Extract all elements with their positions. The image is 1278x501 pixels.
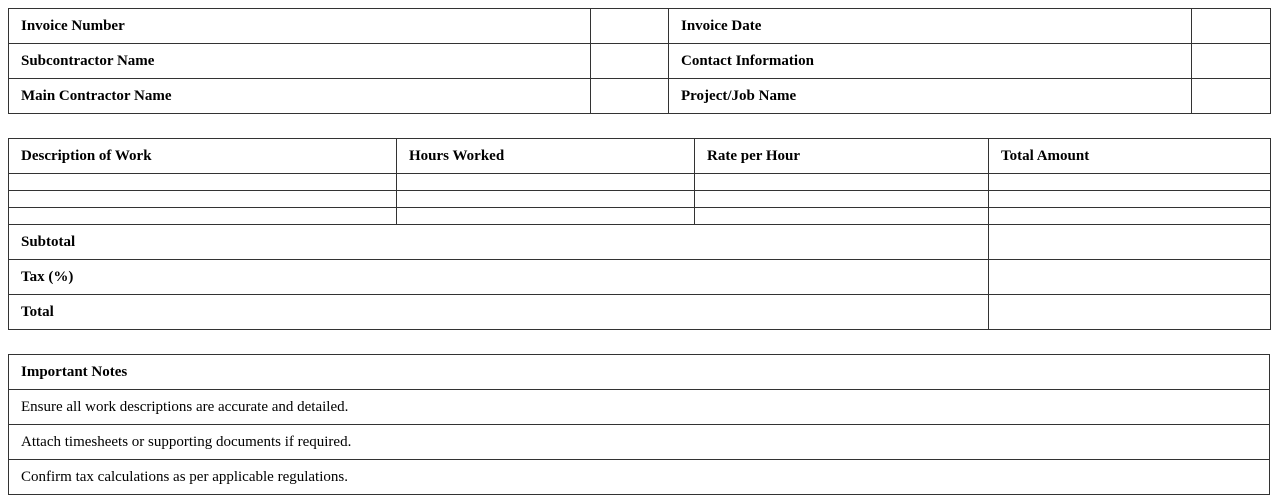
project-job-name-field[interactable]: [1192, 79, 1271, 114]
table-row: [9, 9, 1271, 44]
table-row: [9, 174, 1271, 191]
amount-cell[interactable]: [989, 174, 1271, 191]
main-contractor-name-label: Main Contractor Name: [9, 79, 591, 114]
subtotal-value-field[interactable]: [989, 225, 1271, 260]
main-contractor-name-field[interactable]: [591, 79, 669, 114]
total-label: Total: [9, 295, 989, 330]
rate-cell[interactable]: [695, 174, 989, 191]
tax-row: [9, 260, 1271, 295]
subtotal-label: Subtotal: [9, 225, 989, 260]
total-row: [9, 295, 1271, 330]
description-cell[interactable]: [9, 191, 397, 208]
invoice-info-table: [8, 8, 1271, 114]
rate-cell[interactable]: [695, 191, 989, 208]
contact-information-label: Contact Information: [669, 44, 1192, 79]
invoice-number-label: Invoice Number: [9, 9, 591, 44]
note-item: Attach timesheets or supporting documents if required.: [9, 425, 1270, 460]
rate-cell[interactable]: [695, 208, 989, 225]
column-header-total-amount: Total Amount: [989, 139, 1271, 174]
invoice-date-label: Invoice Date: [669, 9, 1192, 44]
table-header-row: [9, 355, 1270, 390]
subtotal-row: [9, 225, 1271, 260]
description-cell[interactable]: [9, 208, 397, 225]
amount-cell[interactable]: [989, 208, 1271, 225]
table-header-row: [9, 139, 1271, 174]
contact-information-field[interactable]: [1192, 44, 1271, 79]
invoice-date-field[interactable]: [1192, 9, 1271, 44]
list-item: [9, 425, 1270, 460]
hours-cell[interactable]: [397, 191, 695, 208]
list-item: [9, 460, 1270, 495]
hours-cell[interactable]: [397, 174, 695, 191]
note-item: Ensure all work descriptions are accurate and detailed.: [9, 390, 1270, 425]
column-header-hours: Hours Worked: [397, 139, 695, 174]
column-header-rate: Rate per Hour: [695, 139, 989, 174]
subcontractor-name-field[interactable]: [591, 44, 669, 79]
table-row: [9, 79, 1271, 114]
table-row: [9, 191, 1271, 208]
total-value-field[interactable]: [989, 295, 1271, 330]
table-row: [9, 208, 1271, 225]
work-items-table: [8, 138, 1271, 330]
note-item: Confirm tax calculations as per applicable regulations.: [9, 460, 1270, 495]
tax-value-field[interactable]: [989, 260, 1271, 295]
invoice-number-field[interactable]: [591, 9, 669, 44]
table-row: [9, 44, 1271, 79]
description-cell[interactable]: [9, 174, 397, 191]
project-job-name-label: Project/Job Name: [669, 79, 1192, 114]
hours-cell[interactable]: [397, 208, 695, 225]
column-header-description: Description of Work: [9, 139, 397, 174]
tax-label: Tax (%): [9, 260, 989, 295]
list-item: [9, 390, 1270, 425]
amount-cell[interactable]: [989, 191, 1271, 208]
subcontractor-name-label: Subcontractor Name: [9, 44, 591, 79]
important-notes-table: [8, 354, 1270, 495]
important-notes-title: Important Notes: [9, 355, 1270, 390]
